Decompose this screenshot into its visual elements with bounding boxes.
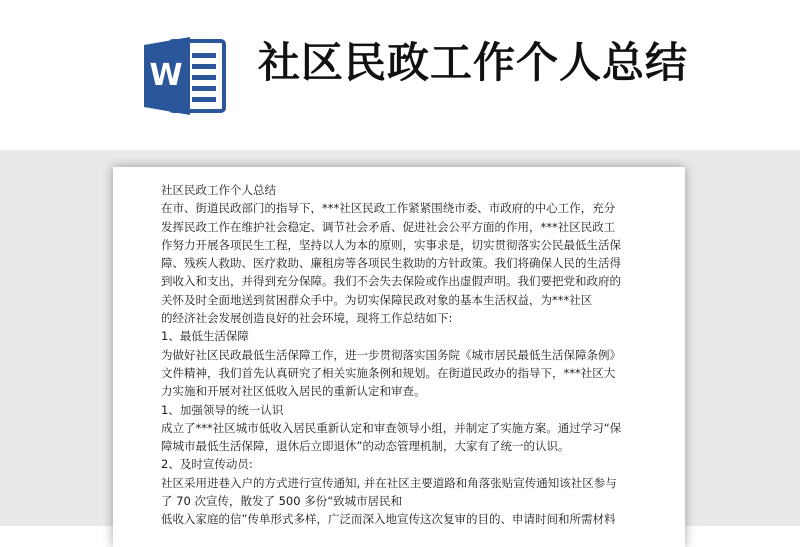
doc-line: 到收入和支出，并得到充分保障。我们不会失去保险或作出虚假声明。我们要把党和政府的 <box>161 274 621 289</box>
doc-line: 为做好社区民政最低生活保障工作，进一步贯彻落实国务院《城市居民最低生活保障条例》 <box>161 347 621 362</box>
doc-line: 障城市最低生活保障，退休后立即退休”的动态管理机制，大家有了统一的认识。 <box>161 439 570 454</box>
doc-line: 关怀及时全面地送到贫困群众手中。为切实保障民政对象的基本生活权益，为***社区 <box>161 292 593 307</box>
doc-line: 成立了***社区城市低收入居民重新认定和审查领导小组，并制定了实施方案。通过学习“保 <box>161 420 622 435</box>
section-heading: 2、及时宣传动员: <box>161 457 253 472</box>
section-heading: 1、加强领导的统一认识 <box>161 402 284 417</box>
doc-line: 力实施和开展对社区低收入居民的重新认定和审查。 <box>161 384 426 399</box>
document-page <box>113 167 685 547</box>
svg-text:W: W <box>149 58 183 93</box>
header-banner <box>0 0 800 150</box>
section-heading: 1、最低生活保障 <box>161 329 249 344</box>
doc-line: 发挥民政工作在维护社会稳定、调节社会矛盾、促进社会公平方面的作用，***社区民政工 <box>161 219 616 234</box>
doc-line: 作努力开展各项民生工程，坚持以人为本的原则，实事求是，切实贯彻落实公民最低生活保 <box>161 237 621 252</box>
word-document-icon <box>140 33 230 119</box>
doc-line: 社区采用进巷入户的方式进行宣传通知, 并在社区主要道路和角落张贴宣传通知该社区参与 <box>161 475 617 490</box>
doc-title: 社区民政工作个人总结 <box>161 183 276 197</box>
doc-line: 了 70 次宣传，散发了 500 多份“致城市居民和 <box>161 494 403 509</box>
document-body <box>161 181 651 529</box>
doc-line: 文件精神，我们首先认真研究了相关实施条例和规划。在街道民政办的指导下，***社区大 <box>161 365 616 380</box>
doc-line: 的经济社会发展创造良好的社会环境，现将工作总结如下: <box>161 311 453 326</box>
doc-line: 低收入家庭的信”传单形式多样，广泛而深入地宣传这次复审的目的、申请时间和所需材料 <box>161 512 616 527</box>
page-title: 社区民政工作个人总结 <box>258 38 689 87</box>
doc-line: 在市、街道民政部门的指导下，***社区民政工作紧紧围绕市委、市政府的中心工作，充分 <box>161 201 616 216</box>
doc-line: 障、残疾人救助、医疗救助、廉租房等各项民生救助的方针政策。我们将确保人民的生活得 <box>161 256 621 271</box>
